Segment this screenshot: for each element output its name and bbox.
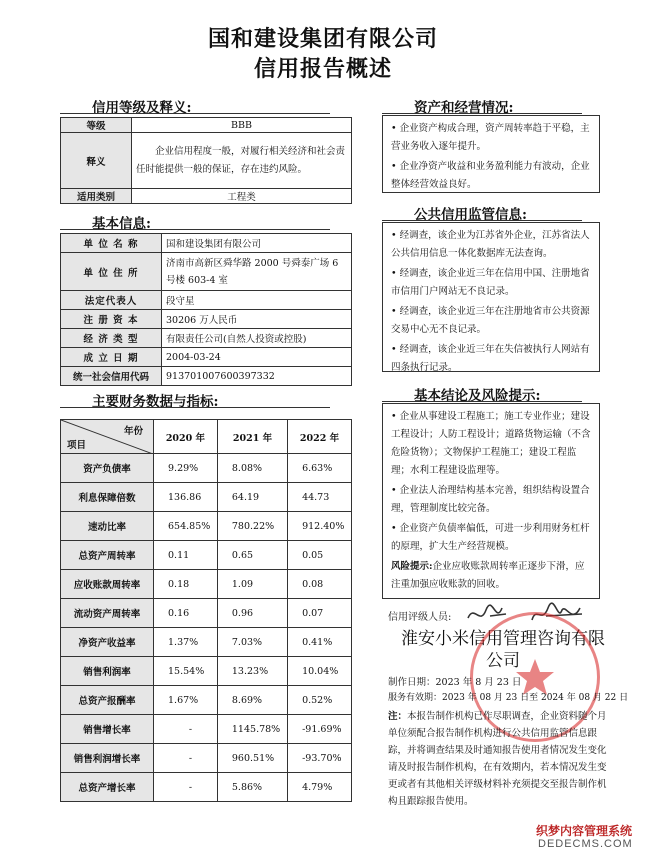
metric-value: 0.96	[217, 599, 287, 628]
metric-name: 销售利润增长率	[61, 744, 154, 773]
year-header: 2021 年	[217, 420, 287, 454]
watermark-url: DEDECMS.COM	[538, 838, 633, 850]
service-period: 服务有效期：2023 年 08 月 23 日至 2024 年 08 月 22 日	[388, 693, 629, 703]
rating-table	[60, 117, 352, 204]
table-row	[61, 628, 352, 657]
meaning-value: 企业信用程度一般，对履行相关经济和社会责任时能提供一般的保证，存在违约风险。	[132, 133, 352, 189]
metric-value: 7.03%	[217, 628, 287, 657]
public-item: • 经调查，该企业近三年在注册地省市公共资源交易中心无不良记录。	[391, 303, 591, 339]
meaning-label: 释义	[61, 133, 132, 189]
metric-value: 0.18	[154, 570, 218, 599]
credit-code: 913701007600397332	[162, 367, 352, 386]
footer-note	[388, 708, 608, 810]
metric-value: 780.22%	[217, 512, 287, 541]
metric-value: 6.63%	[288, 454, 352, 483]
metric-value: 0.16	[154, 599, 218, 628]
metric-value: 912.40%	[288, 512, 352, 541]
rating-heading-underline	[60, 113, 330, 114]
conclusion-item: • 企业资产负债率偏低，可进一步利用财务杠杆的原理，扩大生产经营规模。	[391, 520, 591, 556]
metric-value: 4.79%	[288, 773, 352, 802]
public-item: • 经调查，该企业近三年在失信被执行人网站有四条执行记录。	[391, 341, 591, 377]
basic-label: 法定代表人	[61, 291, 162, 310]
metric-name: 总资产增长率	[61, 773, 154, 802]
assets-heading: 资产和经营情况:	[414, 100, 514, 116]
metric-value: 5.86%	[217, 773, 287, 802]
basic-info-table	[60, 233, 352, 386]
metric-value: 0.65	[217, 541, 287, 570]
metric-name: 流动资产周转率	[61, 599, 154, 628]
metric-value: 0.11	[154, 541, 218, 570]
assets-item: • 企业资产构成合理，资产周转率趋于平稳，主营业务收入逐年提升。	[391, 120, 591, 156]
corner-item-label: 项目	[67, 440, 87, 451]
metric-value: -91.69%	[288, 715, 352, 744]
metric-value: 1.37%	[154, 628, 218, 657]
public-heading: 公共信用监管信息:	[414, 207, 527, 223]
basic-label: 统一社会信用代码	[61, 367, 162, 386]
note-text: 本报告制作机构已作尽职调查，企业资料随个月单位须配合报告制作机构进行公共信用监管信息跟踪，并将调查结果及时通知报告使用者情况发生变化请及时报告制作机构，在有效期内，若本情况发生变更或者有其他相关评级材料补充须提交至报告制作机构且跟踪报告使用。	[388, 711, 607, 807]
registered-capital: 30206 万人民币	[162, 310, 352, 329]
metric-name: 净资产收益率	[61, 628, 154, 657]
assets-heading-underline	[382, 113, 582, 114]
note-label: 注：	[388, 711, 408, 722]
metric-value: 15.54%	[154, 657, 218, 686]
grade-label: 等级	[61, 118, 132, 133]
public-heading-underline	[382, 220, 582, 221]
metric-name: 利息保障倍数	[61, 483, 154, 512]
metric-value: 136.86	[154, 483, 218, 512]
table-row	[61, 599, 352, 628]
risk-text: 企业应收账款周转率正逐步下滑，应注重加强应收账款的回收。	[391, 561, 585, 590]
basic-label: 成 立 日 期	[61, 348, 162, 367]
year-header: 2020 年	[154, 420, 218, 454]
corner-year-label: 年份	[123, 426, 143, 437]
table-row	[61, 541, 352, 570]
metric-name: 速动比率	[61, 512, 154, 541]
metric-value: 960.51%	[217, 744, 287, 773]
metric-value: 1145.78%	[217, 715, 287, 744]
legal-rep: 段守星	[162, 291, 352, 310]
watermark-text: 织梦内容管理系统	[536, 824, 633, 838]
made-date: 制作日期：2023 年 8 月 23 日	[388, 677, 522, 688]
grade-value: BBB	[132, 118, 352, 133]
metric-value: 654.85%	[154, 512, 218, 541]
metric-value: -	[154, 715, 218, 744]
table-row	[61, 454, 352, 483]
basic-heading-underline	[60, 229, 330, 230]
metric-value: 8.69%	[217, 686, 287, 715]
metric-value: -93.70%	[288, 744, 352, 773]
company-address: 济南市高新区舜华路 2000 号舜泰广场 6 号楼 603-4 室	[162, 253, 352, 291]
metric-value: 64.19	[217, 483, 287, 512]
category-value: 工程类	[132, 189, 352, 204]
metric-value: 0.05	[288, 541, 352, 570]
basic-label: 单 位 住 所	[61, 253, 162, 291]
metric-name: 总资产周转率	[61, 541, 154, 570]
metric-value: 1.67%	[154, 686, 218, 715]
conclusion-item: • 企业法人治理结构基本完善，组织结构设置合理，管理制度比较完备。	[391, 482, 591, 518]
metric-value: -	[154, 744, 218, 773]
conclusion-heading-underline	[382, 401, 582, 402]
table-row	[61, 744, 352, 773]
basic-label: 经 济 类 型	[61, 329, 162, 348]
table-row	[61, 657, 352, 686]
metric-value: 1.09	[217, 570, 287, 599]
basic-label: 单 位 名 称	[61, 234, 162, 253]
category-label: 适用类别	[61, 189, 132, 204]
economic-type: 有限责任公司(自然人投资或控股)	[162, 329, 352, 348]
table-row	[61, 773, 352, 802]
finance-heading-underline	[60, 407, 330, 408]
metric-value: 0.07	[288, 599, 352, 628]
table-row	[61, 715, 352, 744]
metric-value: 8.08%	[217, 454, 287, 483]
report-title: 国和建设集团有限公司	[207, 26, 438, 52]
table-row	[61, 686, 352, 715]
metric-value: 9.29%	[154, 454, 218, 483]
conclusion-item: • 企业从事建设工程施工；施工专业作业；建设工程设计；人防工程设计；道路货物运输（不含危险货物）；文物保护工程施工；建设工程监理；水利工程建设监理等。	[391, 408, 591, 480]
metric-value: 13.23%	[217, 657, 287, 686]
finance-heading: 主要财务数据与指标:	[92, 394, 219, 410]
assets-item: • 企业净资产收益和业务盈利能力有波动，企业整体经营效益良好。	[391, 158, 591, 194]
company-name: 国和建设集团有限公司	[162, 234, 352, 253]
basic-label: 注 册 资 本	[61, 310, 162, 329]
conclusion-heading: 基本结论及风险提示:	[414, 388, 541, 404]
year-header: 2022 年	[288, 420, 352, 454]
public-item: • 经调查，该企业为江苏省外企业，江苏省法人公共信用信息一体化数据库无法查询。	[391, 227, 591, 263]
finance-table	[60, 419, 352, 802]
metric-value: -	[154, 773, 218, 802]
metric-name: 总资产报酬率	[61, 686, 154, 715]
rating-heading: 信用等级及释义:	[92, 100, 192, 116]
metric-name: 资产负债率	[61, 454, 154, 483]
table-row	[61, 483, 352, 512]
metric-value: 10.04%	[288, 657, 352, 686]
basic-heading: 基本信息:	[92, 216, 151, 232]
table-row	[61, 570, 352, 599]
finance-corner-cell	[61, 420, 154, 454]
metric-name: 销售增长率	[61, 715, 154, 744]
public-box	[382, 222, 600, 372]
metric-value: 0.52%	[288, 686, 352, 715]
founding-date: 2004-03-24	[162, 348, 352, 367]
report-subtitle: 信用报告概述	[253, 56, 392, 82]
metric-value: 44.73	[288, 483, 352, 512]
conclusion-box	[382, 403, 600, 599]
metric-value: 0.41%	[288, 628, 352, 657]
public-item: • 经调查，该企业近三年在信用中国、注册地省市信用门户网站无不良记录。	[391, 265, 591, 301]
table-row	[61, 512, 352, 541]
assets-box	[382, 115, 600, 193]
metric-value: 0.08	[288, 570, 352, 599]
metric-name: 销售利润率	[61, 657, 154, 686]
metric-name: 应收账款周转率	[61, 570, 154, 599]
risk-note	[391, 558, 591, 594]
risk-label: 风险提示:	[391, 561, 433, 572]
raters-label: 信用评级人员:	[388, 612, 452, 623]
rating-company: 淮安小米信用管理咨询有限公司	[401, 629, 605, 670]
